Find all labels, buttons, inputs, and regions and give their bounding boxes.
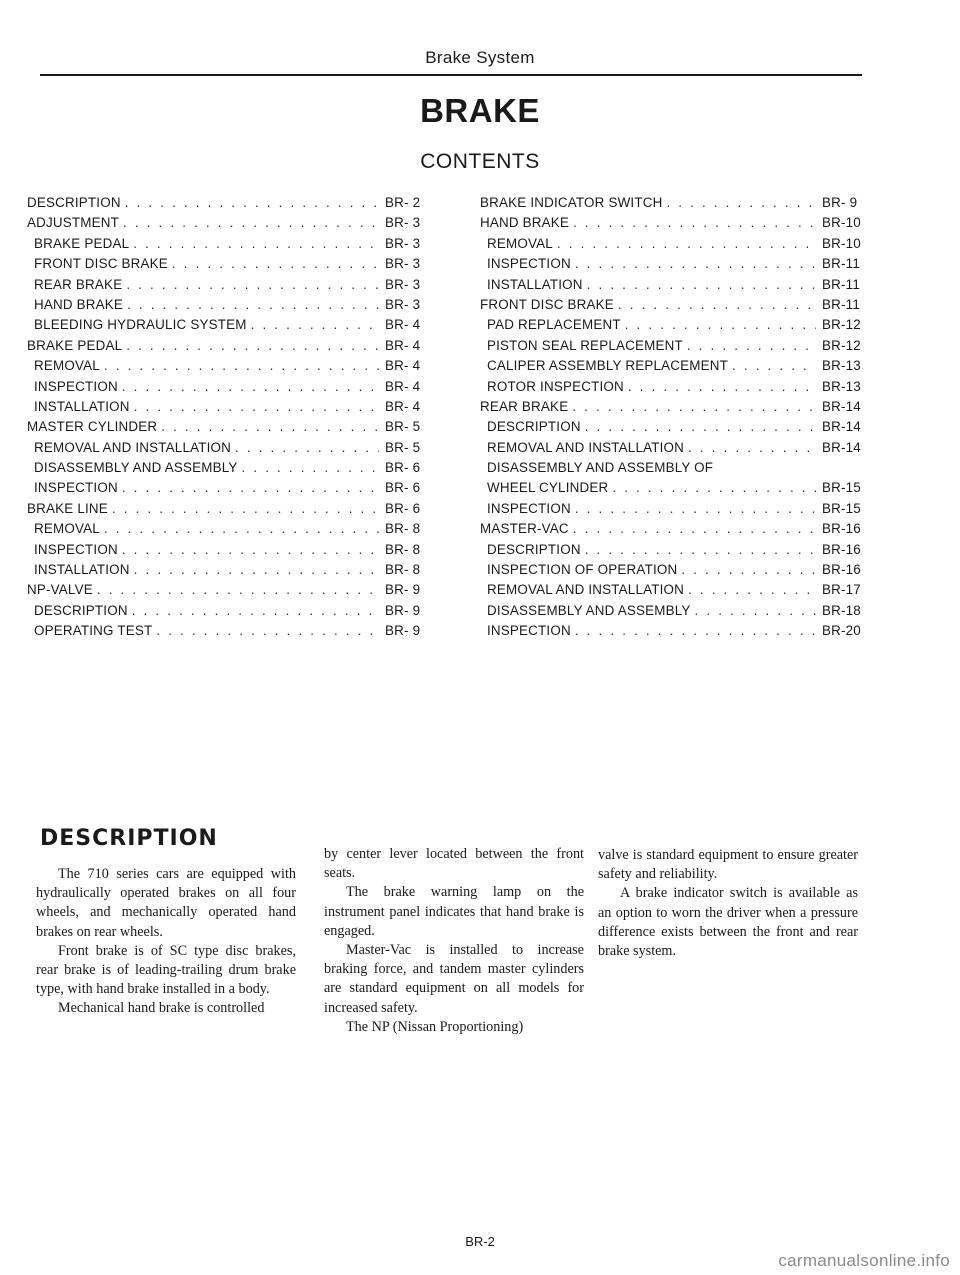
toc-entry-page: BR-11 [822,296,860,312]
toc-dot-leader [161,419,379,434]
toc-entry-page: BR- 4 [385,317,421,333]
toc-entry-page: BR-16 [822,521,861,537]
toc-dot-leader [125,195,379,210]
toc-dot-leader [242,460,379,475]
toc-entry-page: BR-14 [822,398,861,414]
toc-dot-leader [104,358,379,373]
toc-entry [480,542,870,562]
toc-entry [27,460,433,480]
toc-entry-page: BR- 2 [385,195,421,210]
toc-dot-leader [134,399,379,414]
toc-entry-page: BR- 5 [385,419,421,435]
description-paragraph: Front brake is of SC type disc brakes, rear brake is of leading-trailing drum brake type, with hand brake installed in a body. [36,942,296,998]
toc-dot-leader [573,521,816,536]
toc-entry [27,501,433,521]
toc-entry-label: ROTOR INSPECTION [487,378,624,394]
description-paragraph: by center lever located between the front seats. [324,846,584,882]
toc-entry-page: BR-13 [822,378,861,394]
toc-entry-label: DESCRIPTION [27,195,121,210]
toc-dot-leader [122,379,379,394]
toc-dot-leader [628,379,816,394]
toc-entry-label: DESCRIPTION [487,419,581,435]
toc-entry-label: INSTALLATION [487,276,583,292]
page-number: BR-2 [465,1234,495,1249]
toc-entry-page: BR- 3 [385,296,421,312]
toc-dot-leader [557,236,816,251]
toc-entry-label: DISASSEMBLY AND ASSEMBLY [487,602,691,618]
toc-entry [27,582,433,602]
toc-entry-page: BR- 4 [385,378,421,394]
toc-entry-page: BR- 6 [385,500,421,516]
toc-left-column [27,195,433,644]
toc-entry-page: BR-17 [822,582,861,598]
toc-entry [480,419,870,439]
toc-entry [27,623,433,643]
toc-dot-leader [575,256,816,271]
toc-entry-label: HAND BRAKE [480,215,570,231]
description-column-1 [36,865,296,1019]
toc-entry [480,460,870,480]
toc-dot-leader [134,562,379,577]
page-title: BRAKE [420,92,540,129]
toc-entry-page: BR-11 [822,256,860,272]
toc-entry-label: REMOVAL [34,521,100,537]
toc-entry-page: BR- 6 [385,480,421,496]
toc-entry-label: DISASSEMBLY AND ASSEMBLY OF [487,460,714,476]
toc-entry-label: BRAKE INDICATOR SWITCH [480,195,663,210]
toc-dot-leader [235,440,379,455]
toc-entry-page: BR-13 [822,358,861,374]
toc-entry-page: BR- 3 [385,215,421,231]
toc-entry [480,480,870,500]
toc-entry-label: INSTALLATION [34,562,130,578]
toc-entry-label: BLEEDING HYDRAULIC SYSTEM [34,317,247,333]
toc-entry-page: BR-15 [822,500,861,516]
description-paragraph: The brake warning lamp on the instrument panel indicates that hand brake is engaged. [324,884,584,939]
toc-entry-page: BR- 4 [385,398,421,414]
toc-entry-label: REAR BRAKE [480,398,569,414]
toc-dot-leader [156,623,379,638]
toc-entry-page: BR-11 [822,276,860,292]
watermark: carmanualsonline.info [778,1251,950,1270]
toc-entry [480,215,870,235]
toc-entry-page: BR- 3 [385,276,421,292]
description-paragraph: valve is standard equipment to ensure greater safety and reliability. [598,847,858,883]
toc-entry-page: BR- 5 [385,439,421,455]
toc-entry-page: BR- 4 [385,337,421,353]
toc-entry [27,236,433,256]
toc-entry [27,603,433,623]
toc-entry-page: BR-16 [822,541,861,557]
toc-entry-label: REMOVAL AND INSTALLATION [487,582,685,598]
toc-entry [27,215,433,235]
toc-dot-leader [687,338,816,353]
toc-entry [27,297,433,317]
toc-entry [27,542,433,562]
description-paragraph: Mechanical hand brake is controlled [58,1000,265,1017]
toc-entry [480,338,870,358]
toc-entry-label: INSTALLATION [34,398,130,414]
toc-entry [27,562,433,582]
toc-entry-label: NP-VALVE [27,582,93,598]
toc-entry-label: PAD REPLACEMENT [487,317,621,333]
toc-entry [27,419,433,439]
toc-dot-leader [585,542,816,557]
toc-entry-label: REMOVAL AND INSTALLATION [34,439,232,455]
toc-entry-label: INSPECTION [487,623,571,639]
toc-dot-leader [618,297,816,312]
toc-entry-page: BR- 3 [385,256,421,272]
toc-dot-leader [126,277,379,292]
toc-entry-label: BRAKE PEDAL [27,337,123,353]
toc-entry-page: BR-14 [822,419,861,435]
toc-entry-page: BR- 3 [385,235,421,251]
toc-entry-label: MASTER CYLINDER [27,419,158,435]
toc-dot-leader [572,399,816,414]
toc-entry-label: HAND BRAKE [34,296,124,312]
toc-dot-leader [688,582,816,597]
toc-entry [480,297,870,317]
toc-entry-label: REMOVAL [34,358,100,374]
toc-dot-leader [112,501,379,516]
toc-entry [480,256,870,276]
toc-entry-page: BR-20 [822,623,861,639]
toc-dot-leader [695,603,816,618]
toc-dot-leader [732,358,816,373]
toc-entry-label: INSPECTION [34,541,118,557]
toc-entry [480,277,870,297]
toc-dot-leader [126,338,379,353]
toc-entry-label: MASTER-VAC [480,521,569,537]
toc-entry [27,521,433,541]
toc-entry-label: BRAKE LINE [27,500,108,516]
toc-entry-page: BR-15 [822,480,861,496]
toc-dot-leader [666,195,816,210]
contents-heading: CONTENTS [420,150,540,173]
toc-dot-leader [132,603,379,618]
toc-dot-leader [97,582,379,597]
toc-entry-label: BRAKE PEDAL [34,235,130,251]
toc-entry [27,440,433,460]
toc-entry-page: BR- 8 [385,541,421,557]
description-column-3 [598,846,858,961]
section-header-title: Brake System [425,48,535,67]
toc-entry [480,582,870,602]
toc-dot-leader [251,317,379,332]
toc-dot-leader [104,521,379,536]
toc-dot-leader [575,501,816,516]
toc-dot-leader [573,215,816,230]
toc-dot-leader [122,480,379,495]
description-paragraph: Master-Vac is installed to increase braking force, and tandem master cylinders are standard equipment on all models for increased safety. [324,942,584,1016]
toc-entry [480,236,870,256]
toc-entry-page: BR-14 [822,439,861,455]
toc-entry-label: DESCRIPTION [34,602,128,618]
toc-entry-page: BR- 9 [385,582,421,598]
toc-entry-page: BR-10 [822,215,861,231]
toc-dot-leader [625,317,816,332]
toc-entry [480,317,870,337]
toc-entry-label: REMOVAL AND INSTALLATION [487,439,685,455]
toc-dot-leader [575,623,816,638]
toc-entry-page: BR-12 [822,317,861,333]
toc-entry [27,277,433,297]
toc-dot-leader [585,419,816,434]
toc-entry [27,256,433,276]
toc-entry-page: BR-18 [822,602,861,618]
toc-entry [480,521,870,541]
description-paragraph: The NP (Nissan Proportioning) [346,1018,524,1035]
toc-dot-leader [172,256,379,271]
toc-dot-leader [612,480,816,495]
toc-dot-leader [587,277,816,292]
toc-entry [480,623,870,643]
toc-entry [480,379,870,399]
toc-entry [27,399,433,419]
toc-dot-leader [123,215,379,230]
toc-entry [480,501,870,521]
toc-entry-label: INSPECTION [34,480,118,496]
toc-entry-label: INSPECTION [487,500,571,516]
toc-entry [27,480,433,500]
description-column-2 [324,845,584,1037]
toc-dot-leader [133,236,379,251]
toc-entry [480,195,870,215]
toc-entry-label: INSPECTION [487,256,571,272]
toc-entry [480,603,870,623]
toc-entry-label: ADJUSTMENT [27,215,120,231]
toc-entry-label: DISASSEMBLY AND ASSEMBLY [34,460,238,476]
toc-entry [27,317,433,337]
toc-entry-page: BR- 4 [385,358,421,374]
toc-entry [27,195,433,215]
toc-entry [480,358,870,378]
toc-entry [27,338,433,358]
toc-entry [480,399,870,419]
toc-entry-label: OPERATING TEST [34,623,153,639]
toc-dot-leader [122,542,379,557]
toc-entry-page: BR- 9 [385,602,421,618]
toc-entry-page: BR- 9 [385,623,421,639]
toc-entry-label: PISTON SEAL REPLACEMENT [487,337,683,353]
toc-right-column [480,195,870,644]
toc-entry-page: BR-16 [822,562,861,578]
toc-entry [27,358,433,378]
toc-entry-label: FRONT DISC BRAKE [34,256,168,272]
description-paragraph: The 710 series cars are equipped with hydraulically operated brakes on all four wheels, and mechanically operated hand brakes on rear wheels. [36,866,296,940]
toc-entry [480,562,870,582]
toc-dot-leader [681,562,816,577]
toc-entry-label: WHEEL CYLINDER [487,480,609,496]
description-heading: DESCRIPTION [40,826,218,851]
toc-entry-label: DESCRIPTION [487,541,581,557]
description-paragraph: A brake indicator switch is available as an option to worn the driver when a pressure difference exists between the front and rear brake system. [598,885,858,960]
toc-dot-leader [688,440,816,455]
toc-entry-label: FRONT DISC BRAKE [480,296,614,312]
toc-entry-page: BR-10 [822,235,861,251]
toc-entry-page: BR-12 [822,337,861,353]
toc-dot-leader [127,297,379,312]
toc-entry [27,379,433,399]
toc-entry [480,440,870,460]
toc-entry-label: REMOVAL [487,235,553,251]
toc-entry-label: CALIPER ASSEMBLY REPLACEMENT [487,358,729,374]
toc-entry-page: BR- 6 [385,460,421,476]
toc-entry-label: INSPECTION [34,378,118,394]
toc-entry-label: REAR BRAKE [34,276,123,292]
header-rule [40,74,862,76]
toc-entry-page: BR- 8 [385,562,421,578]
toc-entry-page: BR- 9 [822,195,858,210]
toc-entry-label: INSPECTION OF OPERATION [487,562,678,578]
toc-entry-page: BR- 8 [385,521,421,537]
